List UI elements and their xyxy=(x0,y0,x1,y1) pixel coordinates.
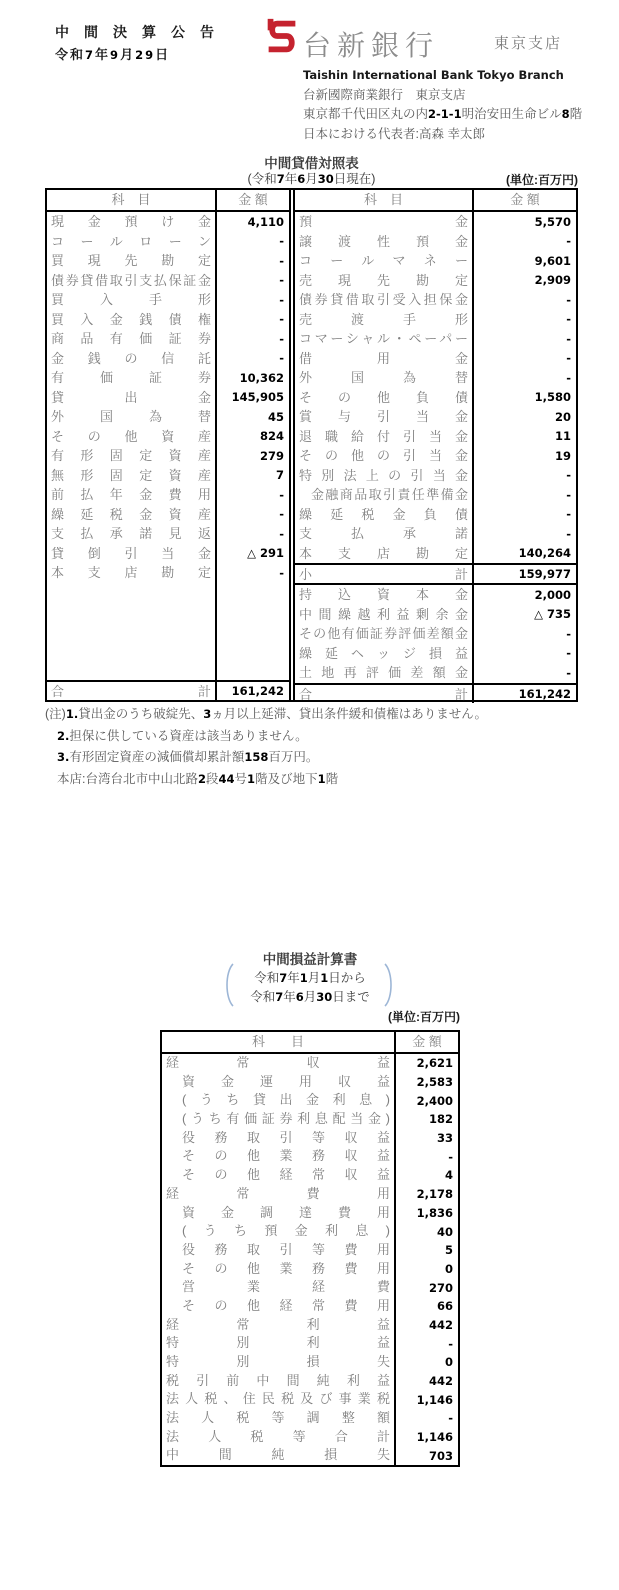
income-statement-row xyxy=(162,1334,458,1353)
income-statement-row xyxy=(162,1054,458,1073)
period-bracket-left xyxy=(222,962,236,1013)
income-item-amount: 442 xyxy=(394,1316,458,1335)
equity-label: 土地再評価差額金 xyxy=(299,665,468,680)
income-item-label: その他経常収益 xyxy=(182,1167,390,1183)
liabilities-subject-header: 科 目 xyxy=(363,192,403,207)
income-statement-rows xyxy=(162,1054,458,1465)
income-statement-period-to: 令和7年6月30日まで xyxy=(250,990,370,1004)
assets-total-row xyxy=(47,680,289,700)
income-item-amount: 0 xyxy=(394,1260,458,1279)
asset-amount: - xyxy=(215,271,289,291)
income-statement-header-row xyxy=(162,1032,458,1054)
income-item-label: (うち預金利息) xyxy=(182,1223,390,1239)
liability-row xyxy=(295,524,576,544)
income-item-amount: 40 xyxy=(394,1222,458,1241)
income-item-label: 法人税、住民税及び事業税 xyxy=(166,1391,390,1407)
note-line-4: 本店:台湾台北市中山北路2段44号1階及び地下1階 xyxy=(57,771,339,786)
asset-label: その他資産 xyxy=(51,428,211,444)
bank-name-english: Taishin International Bank Tokyo Branch xyxy=(303,68,564,82)
income-item-amount: 2,178 xyxy=(394,1185,458,1204)
liabilities-total-amount: 161,242 xyxy=(472,685,576,703)
equity-label: 中間繰越利益剰余金 xyxy=(299,606,468,622)
income-item-label: その他業務収益 xyxy=(182,1148,390,1164)
asset-amount: - xyxy=(215,251,289,271)
asset-label: 買入金銭債権 xyxy=(51,311,211,327)
asset-amount: - xyxy=(215,232,289,252)
income-statement-row xyxy=(162,1222,458,1241)
asset-amount: 10,362 xyxy=(215,368,289,388)
assets-amount-header: 金 額 xyxy=(215,190,289,210)
income-item-label: 営業経費 xyxy=(182,1279,390,1295)
asset-row xyxy=(47,388,289,408)
liability-amount: 140,264 xyxy=(472,544,576,564)
asset-amount: - xyxy=(215,505,289,525)
announcement-date: 令和7年9月29日 xyxy=(55,47,171,62)
asset-row xyxy=(47,485,289,505)
asset-amount: - xyxy=(215,563,289,583)
liabilities-amount-header: 金 額 xyxy=(472,190,576,210)
liability-amount: - xyxy=(472,310,576,330)
asset-label: 無形固定資産 xyxy=(51,467,211,483)
equity-row xyxy=(295,663,576,683)
asset-amount: - xyxy=(215,524,289,544)
asset-row xyxy=(47,232,289,252)
income-statement-row xyxy=(162,1129,458,1148)
liability-amount: 5,570 xyxy=(472,212,576,232)
income-item-amount: 5 xyxy=(394,1241,458,1260)
income-item-label: 法人税等合計 xyxy=(166,1428,390,1444)
liability-amount: - xyxy=(472,290,576,310)
income-item-label: 資金運用収益 xyxy=(182,1073,390,1089)
income-item-label: 経常収益 xyxy=(166,1055,390,1070)
equity-label: 持込資本金 xyxy=(299,587,468,602)
asset-amount: - xyxy=(215,329,289,349)
liability-amount: - xyxy=(472,329,576,349)
asset-amount: - xyxy=(215,290,289,310)
liability-label: 預金 xyxy=(299,214,468,229)
bank-representative: 日本における代表者:高森 幸太郎 xyxy=(303,126,485,141)
asset-row xyxy=(47,310,289,330)
income-item-label: 資金調達費用 xyxy=(182,1204,390,1220)
income-statement-row xyxy=(162,1390,458,1409)
bank-street-address: 東京都千代田区丸の内2-1-1明治安田生命ビル8階 xyxy=(303,107,583,121)
equity-row xyxy=(295,585,576,605)
income-item-amount: 270 xyxy=(394,1278,458,1297)
asset-row xyxy=(47,368,289,388)
liability-label: 債券貸借取引受入担保金 xyxy=(299,292,468,307)
income-item-label: 税引前中間純利益 xyxy=(166,1372,390,1388)
equity-row xyxy=(295,624,576,644)
asset-amount: 145,905 xyxy=(215,388,289,408)
liability-row xyxy=(295,505,576,525)
liability-amount: 11 xyxy=(472,427,576,447)
liability-row xyxy=(295,544,576,564)
income-item-amount: 442 xyxy=(394,1372,458,1391)
assets-filler-row xyxy=(47,583,289,681)
liability-row xyxy=(295,349,576,369)
asset-label: 本支店勘定 xyxy=(51,565,211,580)
liability-label: 借用金 xyxy=(299,350,468,366)
liability-row xyxy=(295,290,576,310)
liability-label: 金融商品取引責任準備金 xyxy=(311,487,468,502)
liability-amount: - xyxy=(472,466,576,486)
asset-row xyxy=(47,251,289,271)
equity-row xyxy=(295,605,576,625)
liability-row xyxy=(295,485,576,505)
liability-amount: - xyxy=(472,485,576,505)
income-statement-row xyxy=(162,1241,458,1260)
equity-label: その他有価証券評価差額金 xyxy=(299,626,468,641)
equity-amount: - xyxy=(472,644,576,664)
liability-amount: 1,580 xyxy=(472,388,576,408)
asset-label: 繰延税金資産 xyxy=(51,506,211,522)
income-item-amount: 1,836 xyxy=(394,1204,458,1223)
asset-row xyxy=(47,544,289,564)
income-item-amount: 1,146 xyxy=(394,1428,458,1447)
liability-label: コマーシャル・ペーパー xyxy=(299,331,468,346)
income-statement-row xyxy=(162,1073,458,1092)
liability-label: 特別法上の引当金 xyxy=(299,467,468,483)
income-item-label: 経常費用 xyxy=(166,1185,390,1201)
liability-amount: - xyxy=(472,368,576,388)
liability-label: 売渡手形 xyxy=(299,311,468,327)
income-item-amount: 2,400 xyxy=(394,1091,458,1110)
bank-name-japanese: 台新國際商業銀行 東京支店 xyxy=(303,87,466,102)
income-item-amount: - xyxy=(394,1409,458,1428)
liability-label: 外国為替 xyxy=(299,370,468,385)
asset-row xyxy=(47,290,289,310)
asset-row xyxy=(47,329,289,349)
income-item-label: 役務取引等費用 xyxy=(182,1241,390,1257)
income-item-amount: 182 xyxy=(394,1110,458,1129)
balance-sheet-title: 中間貸借対照表 xyxy=(264,156,359,171)
liability-row xyxy=(295,388,576,408)
income-item-label: 中間純損失 xyxy=(166,1447,390,1463)
asset-label: 債券貸借取引支払保証金 xyxy=(51,272,211,288)
assets-column xyxy=(47,190,289,700)
equity-amount: 2,000 xyxy=(472,585,576,605)
asset-label: 買現先勘定 xyxy=(51,253,211,268)
income-item-amount: - xyxy=(394,1147,458,1166)
liability-amount: 20 xyxy=(472,407,576,427)
note-line-3: 3.有形固定資産の減価償却累計額158百万円。 xyxy=(57,750,319,764)
income-subject-header: 科 目 xyxy=(251,1034,304,1049)
liability-amount: - xyxy=(472,505,576,525)
income-item-amount: 2,583 xyxy=(394,1073,458,1092)
liability-label: 退職給付引当金 xyxy=(299,428,468,444)
liabilities-total-label: 合計 xyxy=(299,686,468,702)
balance-sheet-table xyxy=(45,188,578,702)
equity-label: 繰延ヘッジ損益 xyxy=(299,645,468,661)
income-statement-row xyxy=(162,1278,458,1297)
income-statement-row xyxy=(162,1297,458,1316)
asset-label: コールローン xyxy=(51,233,211,249)
income-statement-title: 中間損益計算書 xyxy=(262,952,358,967)
asset-label: 有価証券 xyxy=(51,370,211,385)
asset-label: 貸倒引当金 xyxy=(51,545,211,561)
liability-row xyxy=(295,212,576,232)
income-item-amount: 66 xyxy=(394,1297,458,1316)
liability-label: その他負債 xyxy=(299,389,468,405)
balance-sheet-unit: (単位:百万円) xyxy=(506,173,578,187)
liability-row xyxy=(295,329,576,349)
liability-amount: - xyxy=(472,524,576,544)
bank-address-block xyxy=(303,66,582,144)
liability-amount: 2,909 xyxy=(472,271,576,291)
bank-name-logo-text: 台新銀行 xyxy=(303,30,440,61)
assets-total-amount: 161,242 xyxy=(215,682,289,700)
equity-rows xyxy=(295,583,576,683)
income-statement-table xyxy=(160,1030,460,1467)
assets-total-label: 合計 xyxy=(51,684,211,699)
liability-row xyxy=(295,466,576,486)
income-statement-row xyxy=(162,1372,458,1391)
subtotal-label: 小計 xyxy=(299,567,468,582)
liability-row xyxy=(295,251,576,271)
equity-amount: △ 735 xyxy=(472,605,576,625)
liability-row xyxy=(295,232,576,252)
asset-row xyxy=(47,446,289,466)
asset-row xyxy=(47,524,289,544)
equity-row xyxy=(295,644,576,664)
liability-amount: 19 xyxy=(472,446,576,466)
income-item-amount: 2,621 xyxy=(394,1054,458,1073)
income-statement-period-from: 令和7年1月1日から xyxy=(254,971,366,985)
asset-label: 現金預け金 xyxy=(51,214,211,229)
asset-row xyxy=(47,407,289,427)
asset-row xyxy=(47,505,289,525)
liability-row xyxy=(295,310,576,330)
liabilities-subtotal-row xyxy=(295,563,576,583)
asset-label: 貸出金 xyxy=(51,389,211,405)
income-statement-row xyxy=(162,1147,458,1166)
liability-row xyxy=(295,427,576,447)
asset-label: 有形固定資産 xyxy=(51,448,211,463)
liability-row xyxy=(295,446,576,466)
income-statement-row xyxy=(162,1409,458,1428)
income-item-amount: 1,146 xyxy=(394,1390,458,1409)
income-item-label: 特別損失 xyxy=(166,1354,390,1369)
liability-row xyxy=(295,407,576,427)
income-statement-row xyxy=(162,1091,458,1110)
income-statement-row xyxy=(162,1260,458,1279)
liability-label: 繰延税金負債 xyxy=(299,506,468,522)
asset-label: 商品有価証券 xyxy=(51,331,211,346)
liability-label: 売現先勘定 xyxy=(299,272,468,288)
liabilities-rows xyxy=(295,212,576,563)
income-item-label: その他業務費用 xyxy=(182,1260,390,1276)
subtotal-amount: 159,977 xyxy=(472,565,576,583)
income-statement-row xyxy=(162,1428,458,1447)
income-statement-row xyxy=(162,1185,458,1204)
income-statement-row xyxy=(162,1204,458,1223)
liability-amount: - xyxy=(472,349,576,369)
liability-amount: 9,601 xyxy=(472,251,576,271)
liabilities-header-row xyxy=(295,190,576,212)
asset-amount: 7 xyxy=(215,466,289,486)
liability-label: 支払承諾 xyxy=(299,526,468,541)
income-statement-row xyxy=(162,1353,458,1372)
income-item-amount: - xyxy=(394,1334,458,1353)
taishin-logo-icon xyxy=(261,16,303,63)
filler-amount xyxy=(215,583,289,681)
assets-header-row xyxy=(47,190,289,212)
income-statement-row xyxy=(162,1166,458,1185)
asset-amount: 4,110 xyxy=(215,212,289,232)
income-item-label: 法人税等調整額 xyxy=(166,1410,390,1426)
income-statement-row xyxy=(162,1110,458,1129)
asset-amount: - xyxy=(215,485,289,505)
asset-row xyxy=(47,212,289,232)
balance-sheet-date: (令和7年6月30日現在) xyxy=(247,172,376,186)
income-statement-unit: (単位:百万円) xyxy=(388,1010,460,1024)
asset-label: 前払年金費用 xyxy=(51,487,211,502)
asset-row xyxy=(47,271,289,291)
asset-label: 支払承諾見返 xyxy=(51,526,211,541)
income-item-label: 特別利益 xyxy=(166,1335,390,1351)
liability-row xyxy=(295,368,576,388)
income-amount-header: 金 額 xyxy=(394,1032,458,1052)
period-bracket-right xyxy=(382,962,396,1013)
income-item-amount: 0 xyxy=(394,1353,458,1372)
equity-amount: - xyxy=(472,624,576,644)
income-item-label: 経常利益 xyxy=(166,1316,390,1332)
income-item-label: その他経常費用 xyxy=(182,1297,390,1313)
announcement-title: 中間決算公告 xyxy=(55,24,229,40)
asset-row xyxy=(47,349,289,369)
asset-amount: △ 291 xyxy=(215,544,289,564)
asset-label: 外国為替 xyxy=(51,409,211,424)
liability-label: その他の引当金 xyxy=(299,448,468,463)
income-item-label: (うち貸出金利息) xyxy=(182,1092,390,1108)
liability-row xyxy=(295,271,576,291)
asset-amount: 279 xyxy=(215,446,289,466)
note-line-1: (注)1.貸出金のうち破綻先、3ヵ月以上延滞、貸出条件緩和債権はありません。 xyxy=(45,707,487,721)
income-item-label: (うち有価証券利息配当金) xyxy=(182,1111,390,1127)
liabilities-total-row xyxy=(295,683,576,703)
liability-label: 譲渡性預金 xyxy=(299,233,468,249)
asset-amount: 824 xyxy=(215,427,289,447)
asset-row xyxy=(47,427,289,447)
asset-row xyxy=(47,563,289,583)
asset-amount: 45 xyxy=(215,407,289,427)
liability-label: 本支店勘定 xyxy=(299,545,468,561)
liability-amount: - xyxy=(472,232,576,252)
income-item-label: 役務取引等収益 xyxy=(182,1129,390,1145)
income-item-amount: 703 xyxy=(394,1446,458,1465)
asset-label: 金銭の信託 xyxy=(51,350,211,366)
assets-subject-header: 科 目 xyxy=(111,192,151,207)
filler-label xyxy=(47,583,215,681)
asset-row xyxy=(47,466,289,486)
income-item-amount: 4 xyxy=(394,1166,458,1185)
asset-amount: - xyxy=(215,349,289,369)
liabilities-column xyxy=(295,190,576,700)
liability-label: コールマネー xyxy=(299,253,468,268)
income-statement-row xyxy=(162,1316,458,1335)
equity-amount: - xyxy=(472,663,576,683)
income-statement-row xyxy=(162,1446,458,1465)
asset-label: 買入手形 xyxy=(51,292,211,307)
assets-rows xyxy=(47,212,289,583)
income-item-amount: 33 xyxy=(394,1129,458,1148)
asset-amount: - xyxy=(215,310,289,330)
liability-label: 賞与引当金 xyxy=(299,409,468,424)
balance-sheet-notes xyxy=(45,704,605,790)
note-line-2: 2.担保に供している資産は該当ありません。 xyxy=(57,728,308,743)
branch-label: 東京支店 xyxy=(494,35,563,52)
